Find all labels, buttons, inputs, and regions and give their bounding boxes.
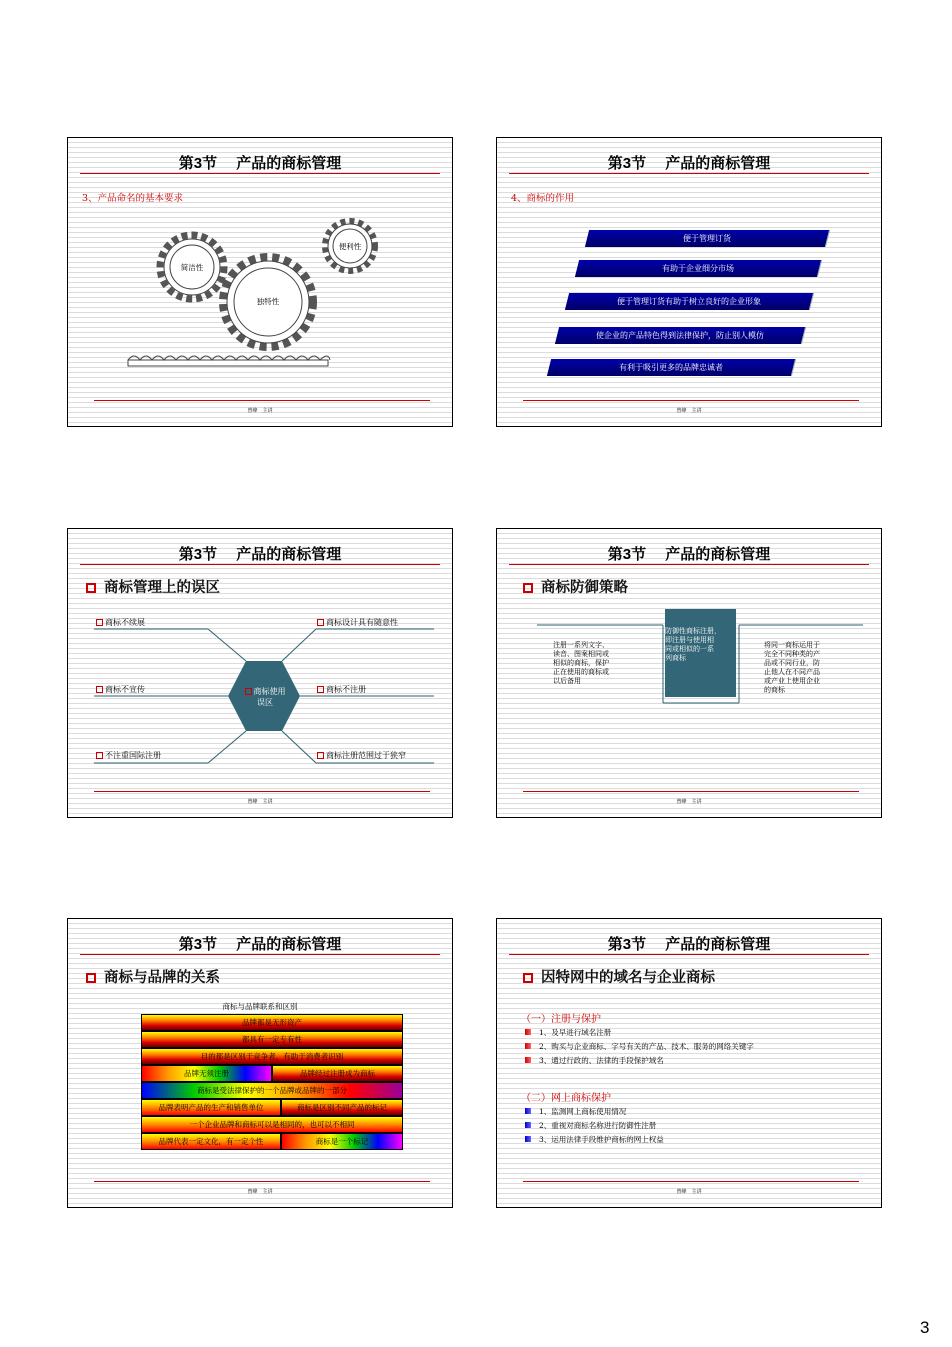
table-title: 商标与品牌联系和区别 bbox=[222, 1002, 298, 1011]
list-item: 2、购买与企业商标、字号有关的产品、技术、服务的网络关键字 bbox=[525, 1041, 754, 1052]
slide-footer: 曾峰 主讲 bbox=[676, 799, 702, 805]
bullet-icon bbox=[525, 1108, 531, 1114]
slide-title: 第3节 产品的商标管理 bbox=[178, 546, 342, 563]
mistake-item: 商标不注册 bbox=[317, 684, 366, 695]
mistake-item: 不注重国际注册 bbox=[96, 750, 161, 761]
section-heading: （一）注册与保护 bbox=[521, 1014, 601, 1025]
table-row: 目的都是区别于竞争者，有助于消费者识别 bbox=[141, 1048, 403, 1065]
mistake-item: 商标不续展 bbox=[96, 617, 145, 628]
slide-footer: 曾峰 主讲 bbox=[247, 1189, 273, 1195]
table-cell: 品牌表明产品的生产和销售单位 bbox=[141, 1099, 281, 1116]
slide-title: 第3节 产品的商标管理 bbox=[178, 155, 342, 172]
table-row: 都具有一定专有性 bbox=[141, 1031, 403, 1048]
bullet-icon bbox=[525, 1057, 531, 1063]
table-cell: 商标是区别不同产品的标记 bbox=[281, 1099, 403, 1116]
slide-title: 第3节 产品的商标管理 bbox=[607, 546, 771, 563]
slide-heading: 因特网中的域名与企业商标 bbox=[523, 966, 715, 987]
bullet-icon bbox=[525, 1136, 531, 1142]
table-row: 商标是受法律保护的一个品牌或品牌的一部分 bbox=[141, 1082, 403, 1099]
brand-relation-table bbox=[141, 1014, 403, 1150]
defense-center-text: 防御性商标注册， 即注册与使用相 同或相似的一系 列商标 bbox=[665, 627, 721, 662]
slide-naming-requirements bbox=[67, 137, 453, 427]
gear-label: 简洁性 bbox=[180, 263, 204, 272]
table-cell: 品牌经过注册成为商标 bbox=[272, 1065, 403, 1082]
footer-rule bbox=[523, 791, 859, 792]
bullet-icon bbox=[525, 1029, 531, 1035]
title-rule bbox=[509, 173, 869, 174]
footer-rule bbox=[523, 400, 859, 401]
footer-rule bbox=[523, 1181, 859, 1182]
slide-heading: 商标防御策略 bbox=[523, 576, 628, 597]
table-row: 品牌都是无形资产 bbox=[141, 1014, 403, 1031]
slide-trademark-brand bbox=[67, 918, 453, 1208]
gear-label: 独特性 bbox=[256, 297, 280, 306]
bullet-icon bbox=[525, 1043, 531, 1049]
slide-footer: 曾峰 主讲 bbox=[247, 799, 273, 805]
defense-right-text: 将同一商标运用于 完全不同种类的产 品或不同行业，防 止他人在不同产品 或产业上使用企业 的商标 bbox=[764, 641, 820, 694]
table-cell: 品牌代表一定文化，有一定个性 bbox=[141, 1133, 281, 1150]
mistakes-diagram bbox=[68, 529, 453, 818]
list-item: 3、通过行政的、法律的手段保护域名 bbox=[525, 1055, 664, 1066]
list-item: 1、监测网上商标使用情况 bbox=[525, 1106, 626, 1117]
gears-diagram bbox=[68, 138, 453, 427]
slide-footer: 曾峰 主讲 bbox=[676, 1189, 702, 1195]
slide-defensive-strategy bbox=[496, 528, 882, 818]
slide-title: 第3节 产品的商标管理 bbox=[178, 936, 342, 953]
checkbox-icon bbox=[523, 973, 533, 983]
footer-rule bbox=[94, 791, 430, 792]
slide-title: 第3节 产品的商标管理 bbox=[607, 936, 771, 953]
table-cell: 商标是一个标记 bbox=[281, 1133, 403, 1150]
checkbox-icon bbox=[86, 973, 96, 983]
bullet-icon bbox=[525, 1122, 531, 1128]
page-number: 3 bbox=[920, 1318, 930, 1337]
function-bar: 有利于吸引更多的品牌忠诚者 bbox=[547, 359, 796, 376]
function-bar: 便于管理订货 bbox=[585, 230, 830, 247]
mistake-item: 商标不宣传 bbox=[96, 684, 145, 695]
title-rule bbox=[80, 954, 440, 955]
slide-domain-names bbox=[496, 918, 882, 1208]
function-bar: 便于管理订货有助于树立良好的企业形象 bbox=[565, 293, 814, 310]
slide-footer: 曾峰 主讲 bbox=[676, 408, 702, 414]
title-rule bbox=[509, 954, 869, 955]
function-bar: 使企业的产品特色得到法律保护，防止别人模仿 bbox=[555, 327, 806, 344]
slide-heading: 商标管理上的误区 bbox=[86, 576, 220, 597]
slide-trademark-functions bbox=[496, 137, 882, 427]
slide-trademark-mistakes bbox=[67, 528, 453, 818]
slide-subtitle: 3、产品命名的基本要求 bbox=[82, 193, 184, 204]
defense-left-text: 注册一系列文字、 读音、图案相同或 相似的商标，保护 正在使用的商标或 以后备用 bbox=[553, 641, 609, 685]
function-bar: 有助于企业细分市场 bbox=[575, 260, 822, 277]
footer-rule bbox=[94, 1181, 430, 1182]
slide-footer: 曾峰 主讲 bbox=[247, 408, 273, 414]
gear-label: 便利性 bbox=[338, 242, 362, 251]
mistake-item: 商标设计具有随意性 bbox=[317, 617, 398, 628]
slide-title: 第3节 产品的商标管理 bbox=[607, 155, 771, 172]
mistake-item: 商标注册范围过于狭窄 bbox=[317, 750, 406, 761]
footer-rule bbox=[94, 400, 430, 401]
section-heading: （二）网上商标保护 bbox=[521, 1093, 611, 1104]
slide-heading: 商标与品牌的关系 bbox=[86, 966, 220, 987]
table-row: 一个企业品牌和商标可以是相同的，也可以不相同 bbox=[141, 1116, 403, 1133]
center-hexagon: 商标使用 误区 bbox=[230, 686, 300, 708]
slide-subtitle: 4、商标的作用 bbox=[511, 193, 575, 204]
list-item: 3、运用法律手段维护商标的网上权益 bbox=[525, 1134, 664, 1145]
list-item: 1、及早进行域名注册 bbox=[525, 1027, 611, 1038]
list-item: 2、重视对商标名称进行防御性注册 bbox=[525, 1120, 656, 1131]
table-cell: 品牌无须注册 bbox=[141, 1065, 272, 1082]
